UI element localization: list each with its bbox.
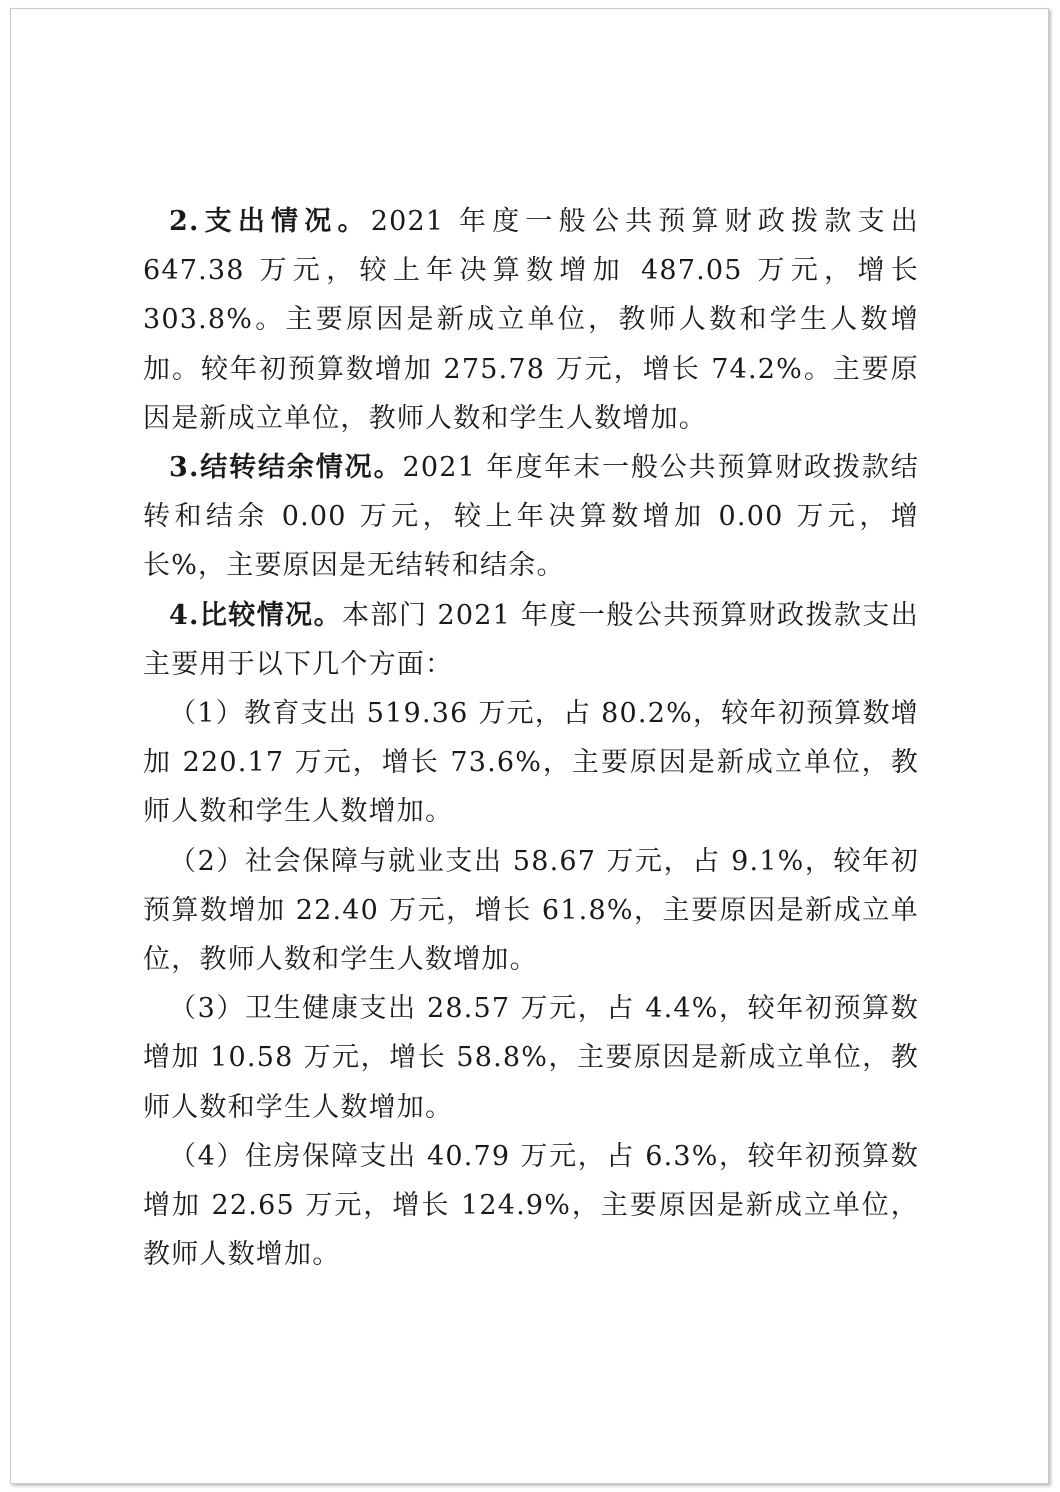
paragraph-item-health [143,984,919,1132]
paragraph-text: 2021 年度一般公共预算财政拨款支出 647.38 万元，较上年决算数增加 487.05 万元，增长 303.8%。主要原因是新成立单位，教师人数和学生人数增加。较年初预算数增加 275.78 万元，增长 74.2%。主要原因是新成立单位，教师人数和学生人数增加。 [143,206,919,434]
paragraph-text: （2）社会保障与就业支出 58.67 万元，占 9.1%，较年初预算数增加 22.40 万元，增长 61.8%，主要原因是新成立单位，教师人数和学生人数增加。 [143,845,919,976]
document-page [10,8,1049,1484]
paragraph-expenditure [143,197,919,443]
paragraph-comparison [143,591,919,689]
paragraph-text: （4）住房保障支出 40.79 万元，占 6.3%，较年初预算数增加 22.65 万元，增长 124.9%，主要原因是新成立单位，教师人数增加。 [143,1140,919,1271]
paragraph-item-education [143,689,919,837]
paragraph-text: 本部门 2021 年度一般公共预算财政拨款支出主要用于以下几个方面： [143,599,919,680]
paragraph-heading: 2.支出情况。 [169,206,371,237]
paragraph-item-housing [143,1132,919,1280]
document-body [143,197,919,1279]
paragraph-heading: 3.结转结余情况。 [169,452,403,484]
paragraph-item-social-security [143,837,919,985]
paragraph-heading: 4.比较情况。 [169,599,343,631]
paragraph-text: 2021 年度年末一般公共预算财政拨款结转和结余 0.00 万元，较上年决算数增加 0.00 万元，增长%，主要原因是无结转和结余。 [143,452,919,582]
paragraph-text: （3）卫生健康支出 28.57 万元，占 4.4%，较年初预算数增加 10.58 万元，增长 58.8%，主要原因是新成立单位，教师人数和学生人数增加。 [143,993,919,1123]
paragraph-text: （1）教育支出 519.36 万元，占 80.2%，较年初预算数增加 220.17 万元，增长 73.6%，主要原因是新成立单位，教师人数和学生人数增加。 [143,698,919,828]
paragraph-carryover [143,443,919,591]
